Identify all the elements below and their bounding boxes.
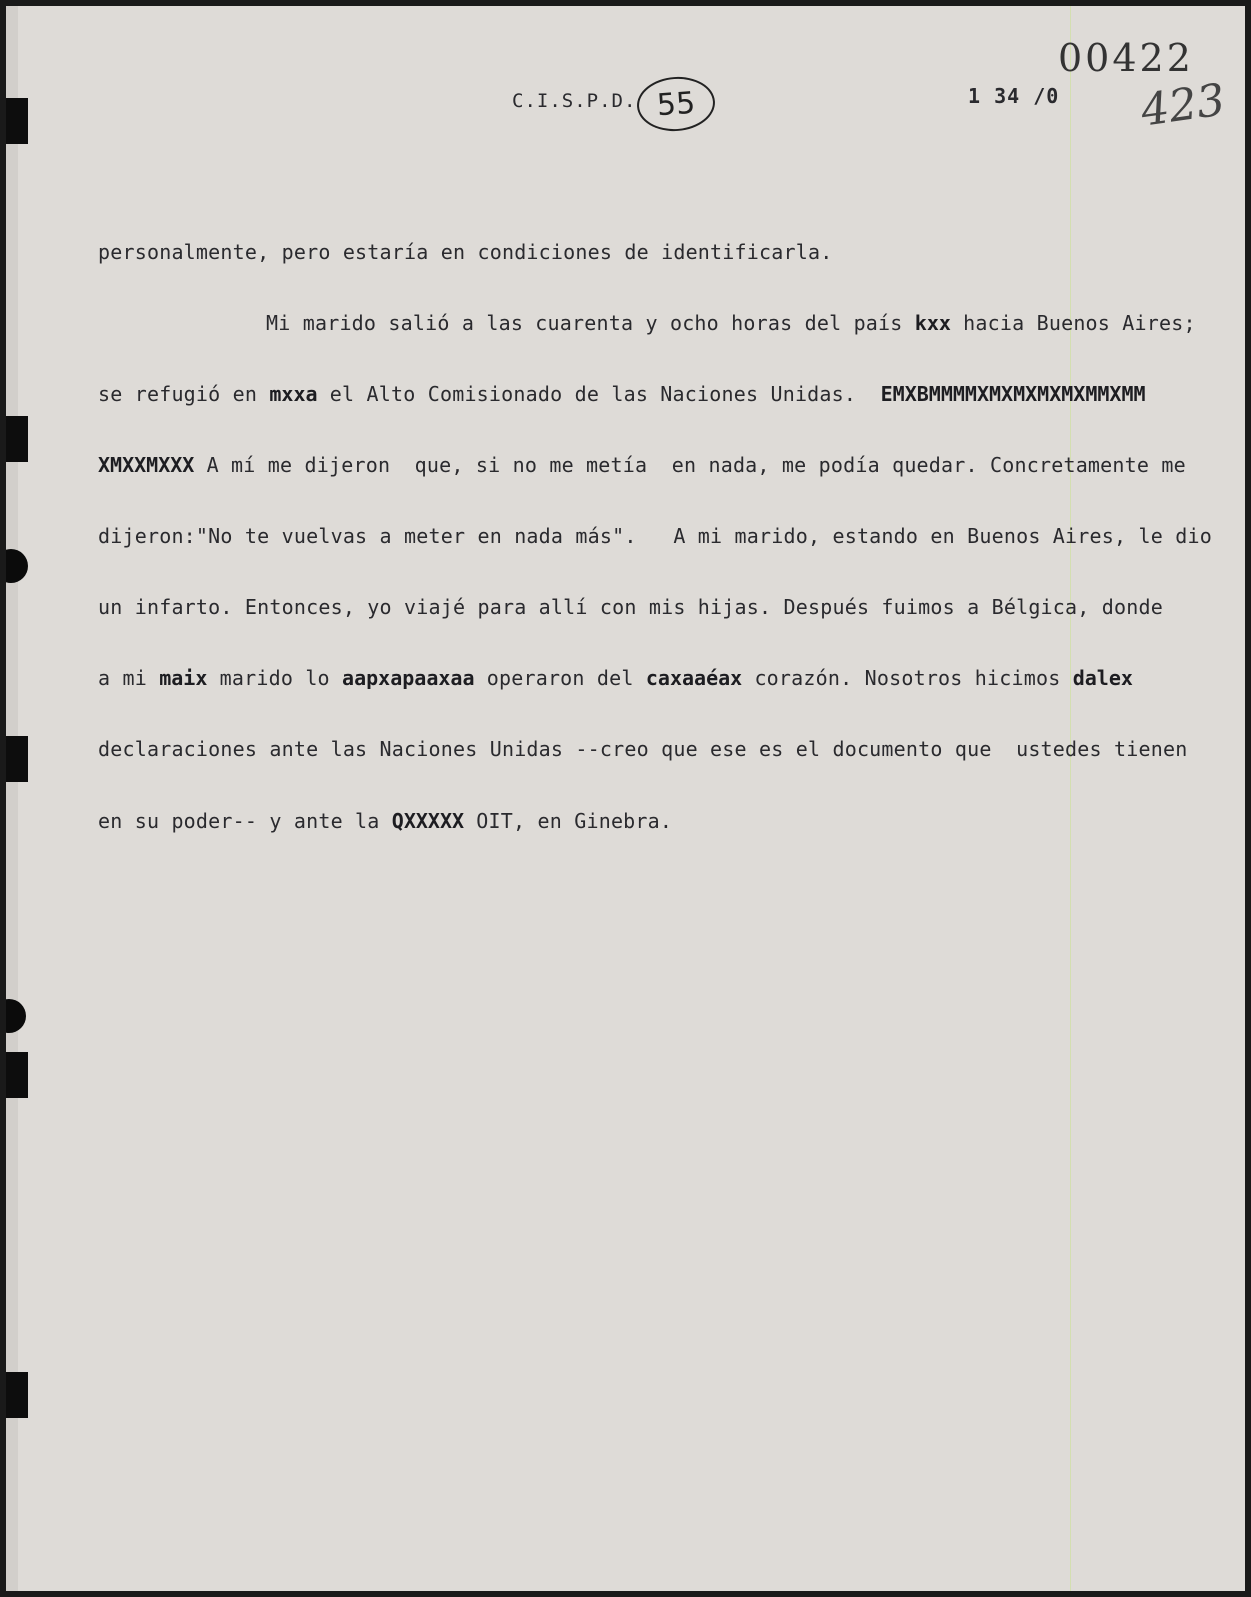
text-line: XMXXMXXX A mí me dijeron que, si no me metía en nada, me podía quedar. Concretamente me <box>98 453 1186 477</box>
page-left-edge <box>6 6 18 1591</box>
binder-mark <box>6 736 28 782</box>
binder-mark <box>6 1372 28 1418</box>
text-segment: Mi marido salió a las cuarenta y ocho horas del país <box>266 311 915 335</box>
text-line: declaraciones ante las Naciones Unidas --creo que ese es el documento que ustedes tienen <box>98 737 1188 761</box>
text-segment: hacia Buenos Aires; <box>950 311 1196 335</box>
strikeover-text: caxaaéax <box>645 666 743 690</box>
document-page <box>6 6 1245 1591</box>
strikeover-text: EMXBMMMMXMXMXMXMXMMXMM <box>880 382 1146 406</box>
margin-guide-line <box>1070 6 1071 1591</box>
strikeover-text: maix <box>159 666 208 690</box>
strikeover-text: aapxapaaxaa <box>342 666 475 690</box>
binder-mark <box>6 98 28 144</box>
text-line: personalmente, pero estaría en condiciones de identificarla. <box>98 240 833 264</box>
strikeover-text: QXXXXX <box>391 809 465 833</box>
handwritten-folio-number: 423 <box>1137 74 1229 137</box>
strikeover-text: mxxa <box>269 382 318 406</box>
strikeover-text: kxx <box>914 311 951 335</box>
strikeover-text: XMXXMXXX <box>98 453 195 477</box>
binder-mark <box>6 416 28 462</box>
punch-hole <box>6 999 26 1033</box>
strikeover-text: dalex <box>1072 666 1133 690</box>
page-reference: 1 34 /0 <box>968 84 1060 108</box>
text-line: en su poder-- y ante la QXXXXX OIT, en Ginebra. <box>98 809 673 833</box>
text-line: a mi maix marido lo aapxapaaxaa operaron del caxaaéax corazón. Nosotros hicimos dalex <box>98 666 1133 690</box>
text-line: se refugió en mxxa el Alto Comisionado de las Naciones Unidas. EMXBMMMMXMXMXMXMXMMXMM <box>98 382 1146 406</box>
punch-hole <box>6 549 28 583</box>
stamped-folio-number: 00422 <box>1058 36 1194 80</box>
text-line: dijeron:"No te vuelvas a meter en nada más". A mi marido, estando en Buenos Aires, le dio <box>98 524 1212 548</box>
text-line <box>266 311 1196 335</box>
text-line: un infarto. Entonces, yo viajé para allí con mis hijas. Después fuimos a Bélgica, donde <box>98 595 1163 619</box>
binder-mark <box>6 1052 28 1098</box>
document-code: C.I.S.P.D. <box>512 90 637 112</box>
circled-page-number: 55 <box>635 74 717 133</box>
